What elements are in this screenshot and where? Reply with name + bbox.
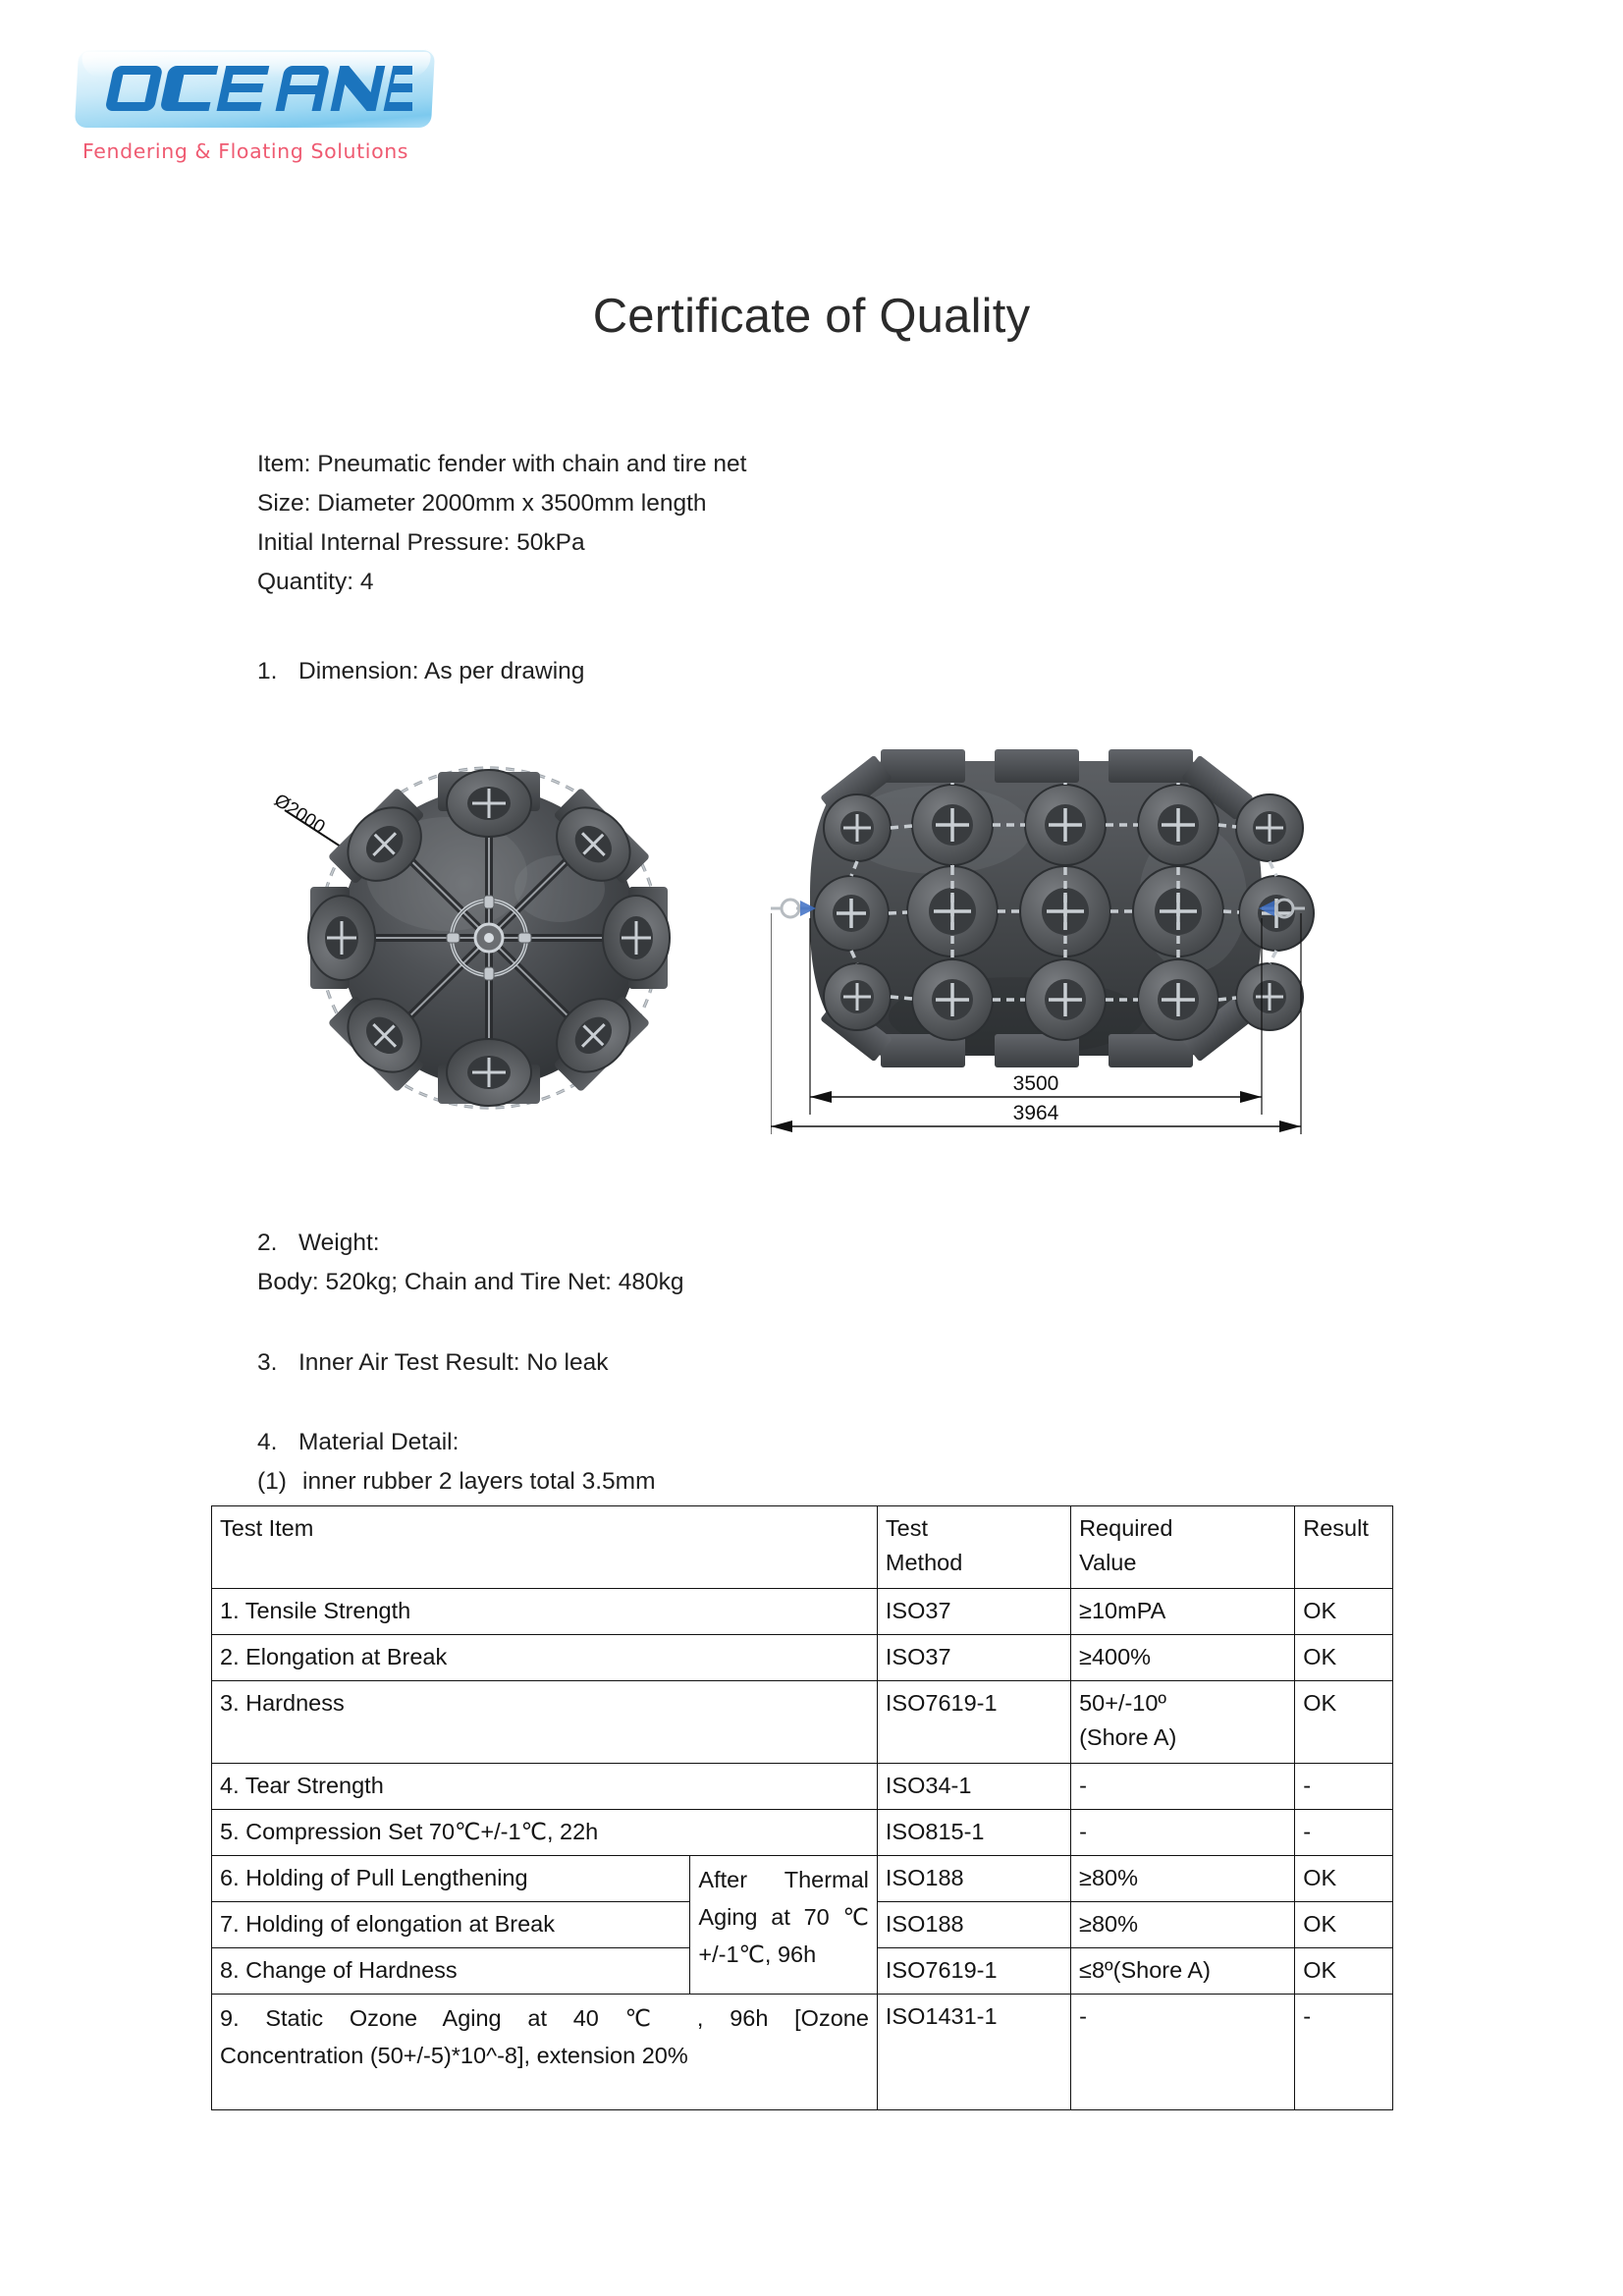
material-test-table bbox=[211, 1505, 1393, 2110]
row-7-test-item: 7. Holding of elongation at Break bbox=[212, 1902, 690, 1948]
row-1-test-item: 1. Tensile Strength bbox=[212, 1589, 878, 1635]
svg-text:Ø2000: Ø2000 bbox=[270, 790, 329, 839]
table-row bbox=[212, 1764, 1393, 1810]
row-8-required: ≤8º(Shore A) bbox=[1071, 1948, 1295, 1995]
section-2-number: 2. bbox=[257, 1230, 278, 1256]
table-row bbox=[212, 1995, 1393, 2110]
header-required-value bbox=[1071, 1506, 1295, 1589]
thermal-aging-condition bbox=[690, 1856, 878, 1995]
row-1-method: ISO37 bbox=[877, 1589, 1070, 1635]
section-3-number: 3. bbox=[257, 1349, 278, 1376]
section-4-label: Material Detail: bbox=[298, 1429, 460, 1455]
table-row bbox=[212, 1810, 1393, 1856]
header-test-method bbox=[877, 1506, 1070, 1589]
dim-3964-label: 3964 bbox=[1012, 1102, 1059, 1124]
row-3-method: ISO7619-1 bbox=[877, 1681, 1070, 1764]
row-5-test-item: 5. Compression Set 70℃+/-1℃, 22h bbox=[212, 1810, 878, 1856]
header-test-item: Test Item bbox=[212, 1506, 878, 1589]
size-line: Size: Diameter 2000mm x 3500mm length bbox=[257, 490, 707, 517]
row-7-method: ISO188 bbox=[877, 1902, 1070, 1948]
header-result: Result bbox=[1295, 1506, 1393, 1589]
dim-3500-label: 3500 bbox=[1012, 1072, 1059, 1095]
pneumatic-fender-front-view bbox=[245, 727, 727, 1139]
section-2-label: Weight: bbox=[298, 1230, 380, 1256]
thermal-condition-l1: After Thermal bbox=[698, 1867, 869, 1892]
section-1-number: 1. bbox=[257, 658, 278, 684]
row-7-required: ≥80% bbox=[1071, 1902, 1295, 1948]
technical-drawings bbox=[236, 722, 1443, 1174]
section-4-subitem-label: inner rubber 2 layers total 3.5mm bbox=[302, 1468, 656, 1495]
row-9-required: - bbox=[1071, 1995, 1295, 2110]
row-4-required: - bbox=[1071, 1764, 1295, 1810]
table-header-row bbox=[212, 1506, 1393, 1589]
row-9-test-item-l2: Concentration (50+/-5)*10^-8], extension 20% bbox=[220, 2043, 688, 2068]
item-line: Item: Pneumatic fender with chain and tire net bbox=[257, 451, 747, 477]
section-4-number: 4. bbox=[257, 1429, 278, 1455]
pressure-line: Initial Internal Pressure: 50kPa bbox=[257, 529, 585, 556]
table-row bbox=[212, 1856, 1393, 1902]
row-3-required-l2: (Shore A) bbox=[1079, 1724, 1177, 1750]
row-6-result: OK bbox=[1295, 1856, 1393, 1902]
quantity-line: Quantity: 4 bbox=[257, 569, 374, 595]
row-3-required bbox=[1071, 1681, 1295, 1764]
section-2-weight-body: Body: 520kg; Chain and Tire Net: 480kg bbox=[257, 1269, 684, 1295]
row-2-test-item: 2. Elongation at Break bbox=[212, 1635, 878, 1681]
row-8-test-item: 8. Change of Hardness bbox=[212, 1948, 690, 1995]
row-1-result: OK bbox=[1295, 1589, 1393, 1635]
row-9-test-item bbox=[212, 1995, 878, 2110]
thermal-condition-l2: Aging at 70 ℃ bbox=[698, 1904, 869, 1930]
row-7-result: OK bbox=[1295, 1902, 1393, 1948]
row-6-required: ≥80% bbox=[1071, 1856, 1295, 1902]
row-6-test-item: 6. Holding of Pull Lengthening bbox=[212, 1856, 690, 1902]
table-row bbox=[212, 1589, 1393, 1635]
section-1-dimension bbox=[257, 652, 584, 691]
thermal-condition-l3: +/-1℃, 96h bbox=[698, 1941, 817, 1967]
row-9-test-item-l1: 9. Static Ozone Aging at 40 ℃ , 96h [Ozone bbox=[220, 2005, 869, 2031]
row-5-method: ISO815-1 bbox=[877, 1810, 1070, 1856]
section-4-material-detail bbox=[257, 1423, 459, 1462]
row-8-result: OK bbox=[1295, 1948, 1393, 1995]
row-9-result: - bbox=[1295, 1995, 1393, 2110]
row-4-method: ISO34-1 bbox=[877, 1764, 1070, 1810]
row-6-method: ISO188 bbox=[877, 1856, 1070, 1902]
row-2-method: ISO37 bbox=[877, 1635, 1070, 1681]
page-title: Certificate of Quality bbox=[592, 290, 1031, 343]
header-required-l1: Required bbox=[1079, 1515, 1173, 1541]
row-2-result: OK bbox=[1295, 1635, 1393, 1681]
section-3-label: Inner Air Test Result: No leak bbox=[298, 1349, 609, 1376]
row-3-required-l1: 50+/-10º bbox=[1079, 1690, 1167, 1716]
row-3-test-item: 3. Hardness bbox=[212, 1681, 878, 1764]
table-row bbox=[212, 1681, 1393, 1764]
section-1-label: Dimension: As per drawing bbox=[298, 658, 585, 684]
section-2-weight bbox=[257, 1224, 380, 1263]
row-8-method: ISO7619-1 bbox=[877, 1948, 1070, 1995]
header-required-l2: Value bbox=[1079, 1550, 1137, 1575]
row-5-required: - bbox=[1071, 1810, 1295, 1856]
row-2-required: ≥400% bbox=[1071, 1635, 1295, 1681]
row-1-required: ≥10mPA bbox=[1071, 1589, 1295, 1635]
company-logo bbox=[77, 49, 440, 177]
pneumatic-fender-side-view bbox=[771, 722, 1399, 1154]
row-4-result: - bbox=[1295, 1764, 1393, 1810]
table-row bbox=[212, 1635, 1393, 1681]
item-details-block bbox=[257, 445, 746, 602]
row-9-method: ISO1431-1 bbox=[877, 1995, 1070, 2110]
section-3-inner-air-test bbox=[257, 1343, 608, 1383]
row-3-result: OK bbox=[1295, 1681, 1393, 1764]
logo-wordmark-ocean3 bbox=[106, 58, 412, 119]
header-test-method-l1: Test bbox=[885, 1515, 929, 1541]
header-test-method-l2: Method bbox=[885, 1550, 963, 1575]
logo-tagline: Fendering & Floating Solutions bbox=[82, 139, 409, 163]
section-4-subitem-1 bbox=[257, 1462, 656, 1502]
row-5-result: - bbox=[1295, 1810, 1393, 1856]
row-4-test-item: 4. Tear Strength bbox=[212, 1764, 878, 1810]
section-4-subitem-number: (1) bbox=[257, 1468, 287, 1495]
